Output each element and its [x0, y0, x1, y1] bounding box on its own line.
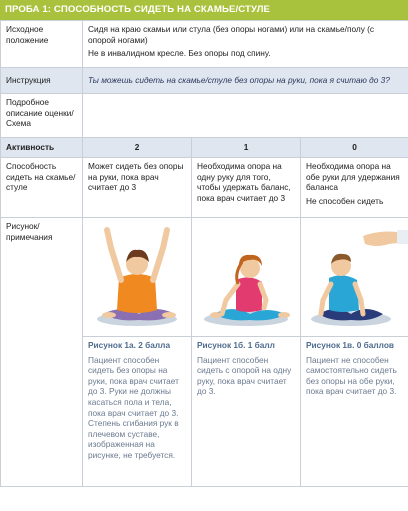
- start-position-text: [83, 21, 408, 68]
- note-text-score-1: Пациент способен сидеть с опорой на одну руку, пока врач считает до 3.: [197, 354, 292, 397]
- caption-score-1: Рисунок 1б. 1 балл: [197, 340, 275, 350]
- instruction-text: Ты можешь сидеть на скамье/стуле без опоры на руки, пока я считаю до 3?: [83, 68, 408, 94]
- note-text-score-2: Пациент способен сидеть без опоры на руки, пока врач считает до 3. Руки не должны касаться пола и тела, пока врач считает до 3. Степень сгибания рук в плечевом суставе, изображенная на рисунке, не требуется.: [88, 354, 179, 460]
- note-score-1: [192, 337, 301, 487]
- test-title: ПРОБА 1: СПОСОБНОСТЬ СИДЕТЬ НА СКАМЬЕ/СТУЛЕ: [0, 0, 408, 20]
- score-2-header: 2: [83, 138, 192, 158]
- row-start-position: [1, 21, 408, 68]
- ability-score-2: Может сидеть без опоры на руки, пока врач считает до 3: [83, 158, 192, 218]
- ability-score-0-line2: Не способен сидеть: [306, 195, 384, 206]
- row-figure: [1, 218, 408, 337]
- instruction-label: Инструкция: [1, 68, 83, 94]
- illustration-score-2: [83, 218, 192, 337]
- description-cell: [83, 94, 408, 138]
- note-score-2: [83, 337, 192, 487]
- row-description: [1, 94, 408, 138]
- score-1-header: 1: [192, 138, 301, 158]
- child-arms-raised-icon: [83, 218, 192, 336]
- ability-score-1: Необходима опора на одну руку для того, чтобы удержать баланс, пока врач считает до 3: [192, 158, 301, 218]
- row-ability: [1, 158, 408, 218]
- row-instruction: [1, 68, 408, 94]
- caption-score-2: Рисунок 1a. 2 балла: [88, 340, 171, 350]
- illustration-score-0: [301, 218, 408, 337]
- start-position-line1: Сидя на краю скамьи или стула (без опоры ногами) или на скамье/полу (с опорой ногами): [88, 24, 375, 45]
- score-0-header: 0: [301, 138, 408, 158]
- doctor-hand-icon: [363, 230, 408, 246]
- start-position-label: Исходное положение: [1, 21, 83, 68]
- note-text-score-0: Пациент не способен самостоятельно сидеть без опоры на обе руки, пока врач считает до 3.: [306, 354, 397, 397]
- illustration-score-1: [192, 218, 301, 337]
- activity-label: Активность: [1, 138, 83, 158]
- description-label: Подробное описание оценки/ Схема: [1, 94, 83, 138]
- caption-score-0: Рисунок 1в. 0 баллов: [306, 340, 394, 350]
- ability-label: Способность сидеть на скамье/ стуле: [1, 158, 83, 218]
- row-activity: [1, 138, 408, 158]
- ability-score-0: [301, 158, 408, 218]
- child-one-hand-support-icon: [192, 218, 301, 336]
- child-two-hands-support-icon: [301, 218, 408, 336]
- note-score-0: [301, 337, 408, 487]
- ability-score-0-line1: Необходима опора на обе руки для удержания баланса: [306, 161, 400, 193]
- assessment-table: [0, 20, 408, 487]
- start-position-line2: Не в инвалидном кресле. Без опоры под спину.: [88, 48, 271, 59]
- figure-label: Рисунок/ примечания: [1, 218, 83, 487]
